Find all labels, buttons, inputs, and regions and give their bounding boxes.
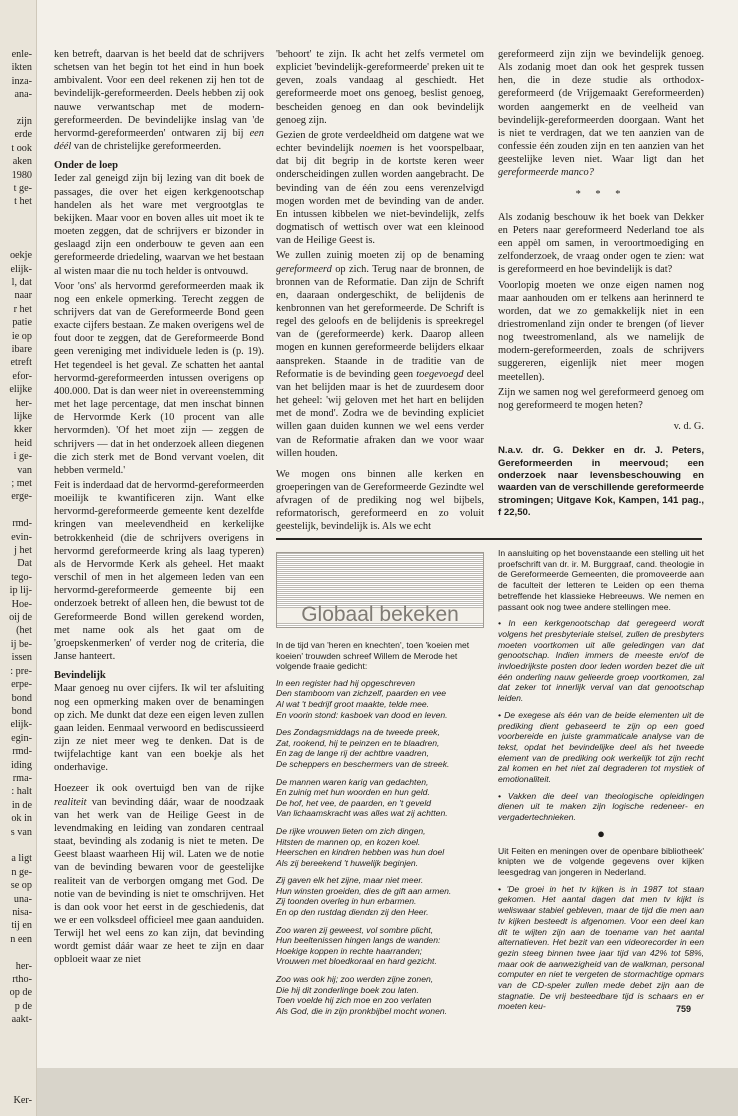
gutter-text-fragment: oij de (9, 612, 32, 624)
poem-line: Als zij bereekend 't huwelijk beginjen. (276, 857, 419, 868)
previous-page-edge (0, 0, 37, 1116)
paragraph: Ieder zal geneigd zijn bij lezing van dit boek de passages, die over het eigen kerkgenootschap handelen als het ware met vergrootglas te bekijken. Maar voor en boven alles uit moet ik te moeten zeggen, dat de schrijvers er bizonder in geslaagd zijn een onderbouw te geven aan een gereformeerde driedeling, waarvan we het bestaan al wisten maar die nu toch helder is ontvouwd. (54, 173, 264, 277)
gutter-text-fragment (0, 1053, 36, 1066)
gutter-text-fragment: t het (14, 196, 32, 208)
gutter-text-fragment: aakt- (11, 1014, 32, 1026)
poem-line: Toen voelde hij zich moe en zoo verlaten (276, 995, 432, 1006)
poem-line: Al wat 't bedrijf groot maakte, telde mee. (276, 698, 430, 709)
gutter-text-fragment: her- (15, 397, 32, 409)
gutter-text-fragment: Hoe- (11, 598, 32, 610)
paragraph: Hoezeer ik ook overtuigd ben van de rijke realiteit van bevinding dáár, waar de noodzaak van het werk van de Heilige Geest in de levendmaking en leiding van zondaren centraal staat, bevinding als zodanig is niet te meten. De Geest blaast waarheen Hij wil. Laten we de notie van de bevinding bewaren voor de geestelijke realiteit van de verborgen omgang met God. De notie van de bevinding is niet te omschrijven. Het is dan ook voor het eerst in de geschiedenis, dat we er een volksdeel officieel mee gaan aanduiden. Terwijl het wel eens zo kan zijn, dat bevinding wordt gemist dáár waar ze heet te zijn en daar opbloeit waar ze niet (54, 783, 264, 966)
poem-line: Die hij dit zonderlinge boek zou laten. (276, 984, 419, 995)
gutter-text-fragment: p de (14, 1000, 32, 1012)
poem-line: Als God, die in zijn pronkbijbel mocht wonen. (276, 1005, 448, 1016)
gutter-text-fragment: j het (14, 545, 32, 557)
gutter-text-fragment (0, 1067, 36, 1080)
gutter-text-fragment: oekje (9, 250, 32, 262)
gutter-text-fragment: etreft (10, 357, 32, 369)
poem-line: Vrouwen met bloedkoraal en hard gezicht. (276, 956, 437, 967)
section-divider (276, 538, 702, 540)
gutter-text-fragment: erpe- (11, 679, 32, 691)
gutter-text-fragment (0, 209, 36, 222)
paragraph: Maar genoeg nu over cijfers. Ik wil ter afsluiting nog een opmerking maken over de benamingen op zich. Me dunkt dat deze een eigen leven zullen gaan leiden. Eenmaal verwoord en bediscussieerd zijn ze niet meer weg te denken. Dat is de twijfelachtige kant van een boekje als het onderhavige. (54, 683, 264, 774)
thesis-item: • In een kerkgenootschap dat geregeerd wordt volgens het presbyteriale stelsel, zullen de presbyters moeten voortkomen uit alle geledingen van dat genootschap. Indien immers de meeste en/of de invloedrijkste posten door leden worden bezet die uit één onderling nauw gelieerde groep voortkomen, zal dat zeker tot innerlijk verval van dat genootschap leiden. (498, 618, 704, 704)
poem-line: Des Zondagsmiddags na de tweede preek, (276, 727, 440, 738)
poem-line: En zag de lange rij der achtbre vaadren, (276, 748, 429, 759)
poem-stanza (276, 875, 484, 917)
gutter-text-fragment: lijke (13, 410, 32, 422)
page-number: 759 (676, 1004, 692, 1014)
gutter-text-fragment: issen (11, 652, 32, 664)
gutter-text-fragment: tego- (11, 571, 32, 583)
poem-line: Hun winsten groeiden, dies de gift aan armen. (276, 885, 452, 896)
gutter-text-fragment (0, 946, 36, 959)
poem-line: Heerschen en kindren hebben was hun doel (276, 847, 445, 858)
gutter-text-fragment: bond (11, 692, 32, 704)
gutter-text-fragment: r het (13, 303, 32, 315)
gutter-text-fragment (0, 236, 36, 249)
gutter-text-fragment: 1980 (11, 169, 32, 181)
paragraph: gereformeerd zijn zijn we bevindelijk genoeg. Als zodanig moet dan ook het gesprek tussen hen, die in deze studie als orthodox-gereformeerd (de Vrijgemaakt Gereformeerden) worden aangemerkt en de veelheid van bevindelijk-gereformeerden doorgaan. Want het is niet te verdragen, dat we ten aanzien van de confessie één zouden zijn en ten aanzien van het geestelijke leven niet. Waar ligt dan het gereformeerde manco? (498, 49, 704, 179)
paragraph: 'behoort' te zijn. Ik acht het zelfs vermetel om expliciet 'bevindelijk-gereformeerde' preken uit te geven, zoals vandaag al geschiedt. Het gereformeerde moet ons genoeg, beslist genoeg, bescheiden genoeg en dan ook bevindelijk genoeg zijn. (276, 49, 484, 126)
poem-line: De hof, het vee, de paarden, en 't geveld (276, 797, 432, 808)
gutter-text-fragment (0, 222, 36, 235)
gutter-text-fragment: her- (15, 960, 32, 972)
gutter-text-fragment: i ge- (13, 451, 32, 463)
poem-stanza (276, 974, 484, 1016)
gutter-text-fragment: iding (11, 759, 32, 771)
gutter-text-fragment (0, 839, 36, 852)
gutter-text-fragment: s van (10, 826, 32, 838)
paragraph: Zijn we samen nog wel gereformeerd genoeg om nog gereformeerd te mogen heten? (498, 386, 704, 411)
poem-stanza (276, 826, 484, 868)
poem-line: Zoo waren zij geweest, vol sombre plicht, (276, 924, 434, 935)
gutter-text-fragment: : pre- (10, 665, 32, 677)
gutter-text-fragment: evin- (11, 531, 32, 543)
poem-line: De rijke vrouwen lieten om zich dingen, (276, 825, 426, 836)
gutter-text-fragment: tij en (11, 920, 32, 932)
gutter-text-fragment (0, 1080, 36, 1093)
gutter-text-fragment: t ge- (13, 183, 32, 195)
gutter-text-fragment: l, dat (11, 276, 32, 288)
paragraph: Uit Feiten en meningen over de openbare bibliotheek' knipten we de volgende gegevens over kijken leesgedrag van jongeren in Nederland. (498, 845, 704, 877)
gutter-text-fragment: ikten (11, 62, 32, 74)
gutter-text-fragment (0, 1027, 36, 1040)
gutter-text-fragment: ie op (11, 330, 32, 342)
gutter-text-fragment: op de (9, 987, 32, 999)
gutter-text-fragment: Dat (17, 558, 32, 570)
poem-line: Hun beeltenissen hingen langs de wanden: (276, 935, 441, 946)
gutter-text-fragment: naar (14, 290, 32, 302)
gutter-text-fragment: kker (13, 424, 32, 436)
gutter-text-fragment: efor- (12, 370, 32, 382)
quote-item: • 'De groei in het tv kijken is in 1987 tot staan gekomen. Het aantal dagen dat men tv kijkt is weliswaar stabiel gebleven, maar de tijd die men aan tv kijken besteedt is afgenomen. Voor een deel kan dit te wijten zijn aan de toename van het aantal alternatieven. Het bezit van een videorecorder in een gezin steeg binnen twee jaar tijd van 42% tot 58%, maar ook de aanwezigheid van de walkman, personal computer en niet te vergeten de stormachtige opmars van de CD-speler zullen mede debet zijn aan de stagnatie. De vrij besteedbare tijd is schaars en er moeten keu- (498, 883, 704, 1012)
gutter-text-fragment: : halt (11, 786, 32, 798)
gutter-text-fragment: una- (13, 893, 32, 905)
gutter-text-fragment (0, 102, 36, 115)
gutter-text-fragment: n ge- (11, 866, 32, 878)
gutter-text-fragment: elijk- (10, 263, 32, 275)
gutter-text-fragment: ; met (11, 478, 32, 489)
poem-stanza (276, 925, 484, 967)
poem-stanza (276, 678, 484, 720)
poem-line: En zuinig met hun woorden en hun geld. (276, 787, 430, 798)
paragraph: Voor 'ons' als hervormd gereformeerden maak ik nog een enkele opmerking. Terecht zeggen de schrijvers dat van de Gereformeerde Bond geen exacte cijfers bestaan. Ze maken overigens wel de fout door te zeggen, dat de Gereformeerde Bond geen vereniging met individuele leden is (p. 19). Het tegendeel is het geval. Ze schatten het aantal hervormd-gereformeerden intussen overigens op 400.000. Dat is dan weer niet in overeenstemming met het lage percentage, dat men inschat binnen de Hervormde Kerk (10 procent van alle hervormden). 'Of het moet zijn — zeggen de schrijvers — dat in het onderzoek alleen diegenen die zich sterk met de Bond vervant voelen, dit hebben vermeld.' (54, 280, 264, 476)
poem-line: De mannen waren karig van gedachten, (276, 776, 429, 787)
poem-line: Hoekige koppen in rechte haarranden; (276, 945, 423, 956)
gutter-text-fragment: aken (12, 156, 32, 168)
gutter-text-fragment: ij be- (10, 638, 32, 650)
gutter-text-fragment: rtho- (12, 974, 32, 986)
column-middle (276, 48, 484, 536)
thesis-item: • Vakken die deel van theologische opleidingen dienen uit te maken zijn logische redeneer- en vergadertechnieken. (498, 790, 704, 823)
poem-line: En op den rustdag diendεn zij den Heer. (276, 907, 429, 918)
gutter-text-fragment (0, 504, 36, 517)
gutter-text-fragment: (het (16, 625, 32, 637)
gutter-text-fragment: rma- (12, 772, 32, 784)
gutter-text-fragment: van (17, 464, 32, 476)
bullet-separator: ● (597, 825, 605, 841)
author-signature: v. d. G. (673, 421, 704, 433)
gutter-text-fragment: erge- (11, 491, 32, 503)
paragraph: Voorlopig moeten we onze eigen namen nog maar aanhouden om er telkens aan herinnerd te worden, dat we zo gemakkelijk niet in een driestromenland zijn onder te brengen (of liever nog tweestromenland, als we namelijk de modern-gereformeerden, zoals de schrijvers suggereren, eigenlijk niet meer mogen meetellen). (498, 279, 704, 383)
subheading-bevindelijk: Bevindelijk (54, 670, 106, 682)
paragraph: We zullen zuinig moeten zij op de benaming gereformeerd op zich. Terug naar de bronnen, de bronnen van de Reformatie. Dan zijn de Schrift en, daaraan ondergeschikt, de belijdenis de kenbronnen van het gereformeerde. De Schrift is regel des geloofs en de belijdenis is spreekregel van de (gereformeerde) kerk. Daarop alleen mogen en kunnen gereformeerde belijders elkaar aanspreken. Staande in de traditie van de Reformatie is de bevinding geen toegevoegd deel van het belijden maar is het de zuurdesem door het geheel: 'wij geloven met het hart en belijden met de mond'. Zodra we de bevinding expliciet willen gaan duiden kunnen we wel eens verder van de Reformatie afraken dan we voor waar willen houden. (276, 250, 484, 459)
gutter-text-fragment: Ker- (13, 1094, 32, 1106)
paragraph: In aansluiting op het bovenstaande een stelling uit het proefschrift van dr. ir. M. Burggraaf, cand. theologie in de Gereformeerde Gemeenten, die promoveerde aan de faculteit der letteren te Leiden op een thema betreffende het klassieke Hebreeuws. We nemen en passant ook nog twee andere stellingen mee. (498, 548, 704, 612)
gutter-text-fragment: enle- (11, 49, 32, 60)
poem-stanza (276, 727, 484, 769)
gutter-text-fragment: elijk- (10, 719, 32, 731)
gutter-text-fragment: heid (14, 437, 32, 449)
gutter-text-fragment: rmd- (12, 518, 32, 530)
poem-line: In een register had hij opgeschreven (276, 677, 416, 688)
gutter-text-fragment: zijn (16, 116, 32, 128)
poem-line: De scheppers en beschermers van de streek. (276, 758, 450, 769)
gutter-text-fragment: elijke (9, 384, 32, 396)
paragraph: We mogen ons binnen alle kerken en groeperingen van de Gereformeerde Gezindte wel afvragen of de prediking nog wel bijbels, reformatorisch, gereformeerd en zo voluit geestelijk, bevindelijk is. Als we echt (276, 468, 484, 533)
gutter-text-fragment: rmd- (12, 746, 32, 758)
gutter-text-fragment: ana- (14, 89, 32, 101)
paragraph: ken betreft, daarvan is het beeld dat de schrijvers schetsen van het begin tot het eind in hun boek ambivalent. Voor een deel rekenen zij hen tot de bevindelijk-gereformeerden. Deels hebben zij ook nauwe verwantschap met de modern-gereformeerden. De bevindelijke inslag van 'de hervormd-gereformeerden' ontwaren zij bij een déél van de christelijke gereformeerden. (54, 49, 264, 153)
poem-line: Hitsten de mannen op, en kozen koel. (276, 836, 421, 847)
gutter-text-fragment: bond (11, 705, 32, 717)
gutter-text-fragment: ip lij- (9, 585, 32, 597)
subheading-onder-de-loep: Onder de loep (54, 160, 118, 172)
poem-line: Van lichaamskracht was alles wat zij achtten. (276, 808, 448, 819)
section-title: Globaal bekeken (277, 608, 483, 623)
poem-line: Zij toonden overleg in hun erbarmen. (276, 896, 417, 907)
gutter-text-fragment: in de (11, 799, 32, 811)
gutter-text-fragment: t ook (11, 142, 32, 154)
poem-intro: In de tijd van 'heren en knechten', toen 'koeien met koeien' trouwden schreef Willem de Merode het volgende fraaie gedicht: (276, 640, 470, 672)
poem-line: Den stamboom van zichzelf, paarden en vee (276, 688, 447, 699)
gutter-text-fragment: patie (12, 317, 32, 329)
gutter-text-fragment (0, 1040, 36, 1053)
poem (276, 678, 484, 1017)
gutter-text-fragment: se op (10, 880, 32, 892)
gutter-text-fragment: erde (14, 129, 32, 141)
paragraph: Feit is inderdaad dat de hervormd-gereformeerden moeilijk te kwantificeren zijn. Want elke hervormd-gereformeerde gemeente kent dezelfde kringen van meelevendheid en kerkelijke betrokkenheid (die de schrijvers overigens in hervormd gereformeerde kring als laag typeren) als de Hervormde Kerk als geheel. Het maakt verschil of men in het algemeen leden van een hervormd-gereformeerde gemeente bij een onderzoek betrekt of alleen hen, die bewust tot de Gereformeerde Bond willen gerekend worden, met name ook als het gaat om de 'groepskenmerken' of verder nog de criteria, die Janse hanteert. (54, 480, 264, 663)
poem-line: Zij gaven elk het zijne, maar niet meer. (276, 875, 424, 886)
gutter-text-fragment: inza- (11, 75, 32, 87)
gutter-text-fragment: nisa- (12, 907, 32, 918)
book-reference: N.a.v. dr. G. Dekker en dr. J. Peters, Gereformeerden in meervoud; een onderzoek naar levensbeschouwing en waarden van de verschillende gereformeerde stromingen; Uitgave Kok, Kampen, 141 pag., f 22,50. (498, 445, 704, 519)
poem-line: Zoo was ook hij; zoo werden zijne zonen, (276, 974, 434, 985)
column-right-lower (498, 548, 704, 1018)
column-right (498, 48, 704, 522)
poem-line: En voorin stond: kasboek van dood en leven. (276, 709, 448, 720)
gutter-text-fragment: ibare (11, 343, 32, 355)
poem-line: Zat, rookend, hij te peinzen en te blaadren, (276, 737, 440, 748)
section-separator: * * * (575, 188, 627, 200)
gutter-text-fragment: ok in (11, 813, 32, 825)
section-title-banner (276, 552, 484, 628)
gutter-text-fragment: egin- (11, 732, 32, 744)
column-left (54, 48, 264, 969)
gutter-text-fragment: a ligt (11, 853, 32, 865)
paragraph: Als zodanig beschouw ik het boek van Dekker en Peters naar gereformeerd Nederland toe als een appèl om samen, in veroortmoediging en zelfonderzoek, de vraag onder ogen te zien: wat is gereformeerd en hoe bevindelijk is dat? (498, 211, 704, 276)
paragraph: Gezien de grote verdeeldheid om datgene wat we echter bevindelijk noemen is het voorspelbaar, dat bij dit begrip in de kortste keren weer onderscheidingen zullen worden aangebracht. De bevinding van de één zou eens verenzelvigd mogen worden met de bevinding van de ander. En intussen kibbelen we niet-bevindelijk, zelfs dogmatisch of wettisch over wat een kleinood van de Heilige Geest is. (276, 129, 484, 247)
globaal-bekeken-box (276, 552, 484, 1023)
poem-stanza (276, 777, 484, 819)
thesis-item: • De exegese als één van de beide elementen uit de prediking dient gebaseerd te zijn op een goed voorbereide en juiste grammaticale analyse van de tekst, opdat het bevindelijke deel als het tweede element van de prediking ook werkelijk tot zijn recht zal komen en het niet zal degraderen tot mystiek of emotionaliteit. (498, 709, 704, 785)
gutter-text-fragment: n een (10, 933, 32, 945)
